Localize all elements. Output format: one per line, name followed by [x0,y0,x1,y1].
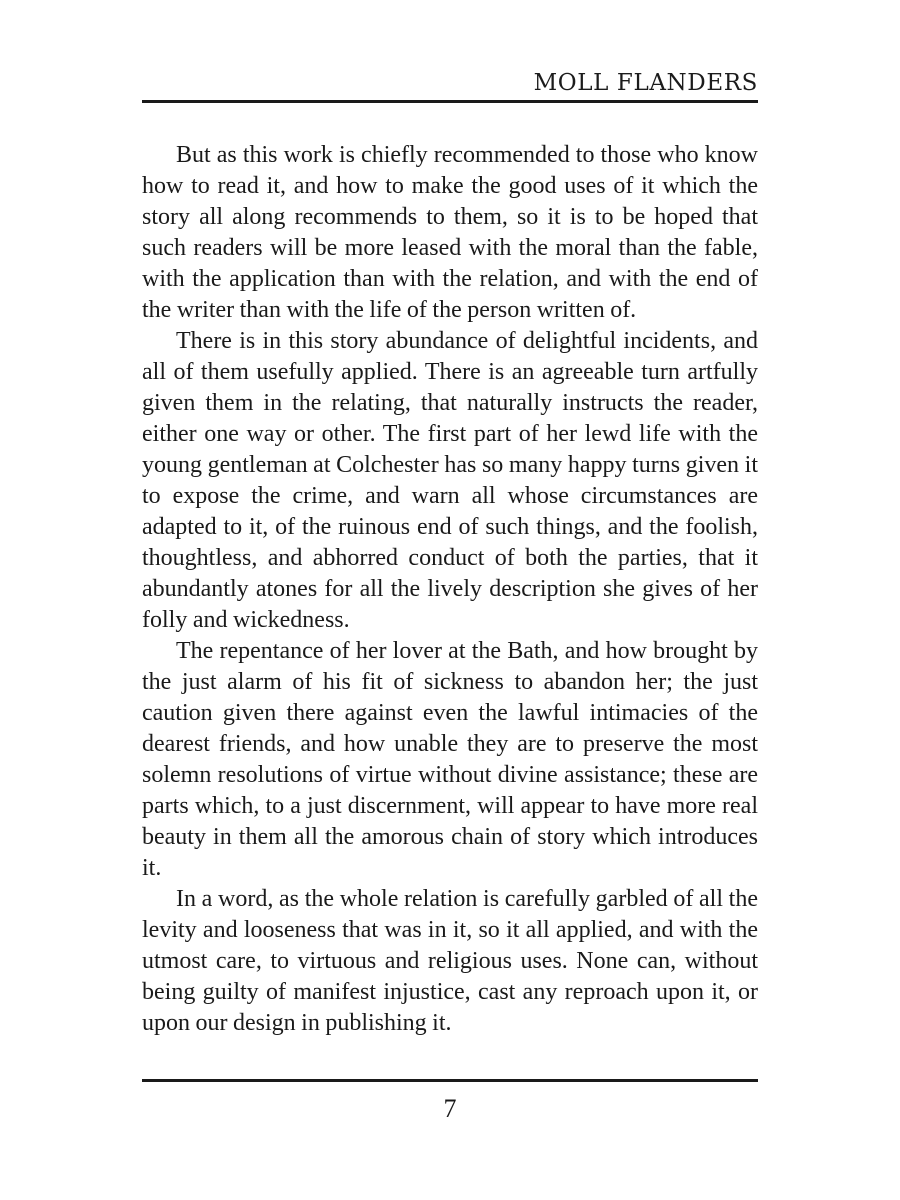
page-number: 7 [443,1094,457,1123]
footer-rule [142,1079,758,1082]
body-text [142,140,758,1039]
paragraph-4: In a word, as the whole relation is carefully garbled of all the levity and looseness that was in it, so it all applied, and with the utmost care, to virtuous and religious uses. None can, without being guilty of manifest injustice, cast any reproach upon it, or upon our design in publishing it. [142,886,758,1036]
running-header-title: MOLL FLANDERS [533,70,758,96]
paragraph-1: But as this work is chiefly recommended to those who know how to read it, and how to make the good uses of it which the story all along recommends to them, so it is to be hoped that such readers will be more leased with the moral than the fable, with the application than with the relation, and with the end of the writer than with the life of the person written of. [142,142,758,323]
paragraph-3: The repentance of her lover at the Bath, and how brought by the just alarm of his fit of sickness to abandon her; the just caution given there against even the lawful intimacies of the dearest friends, and how unable they are to preserve the most solemn resolutions of virtue without divine assistance; these are parts which, to a just discernment, will appear to have more real beauty in them all the amorous chain of story which introduces it. [142,638,758,881]
paragraph-2: There is in this story abundance of delightful incidents, and all of them usefully applied. There is an agreeable turn artfully given them in the relating, that naturally instructs the reader, either one way or other. The first part of her lewd life with the young gentleman at Colchester has so many happy turns given it to expose the crime, and warn all whose circumstances are adapted to it, of the ruinous end of such things, and the foolish, thoughtless, and abhorred conduct of both the parties, that it abundantly atones for all the lively description she gives of her folly and wickedness. [142,328,758,633]
header-rule [142,100,758,103]
